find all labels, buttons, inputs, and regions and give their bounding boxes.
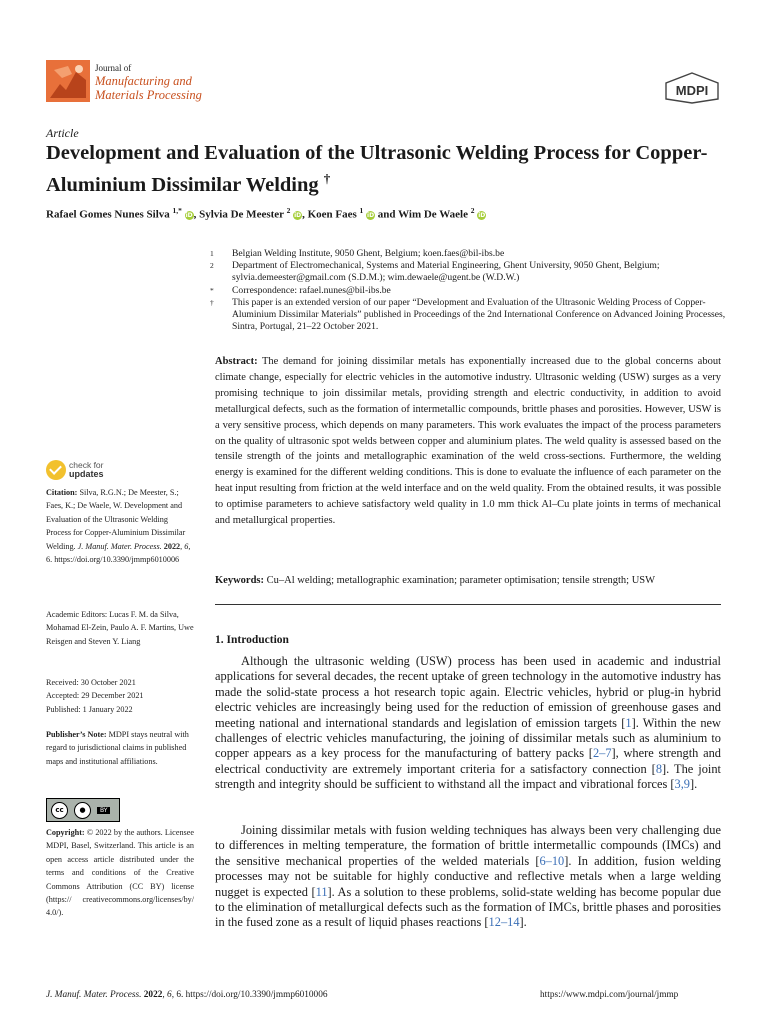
cc-by-label: BY (97, 807, 110, 814)
paragraph-text: ]. In addition, fusion welding processes may not be suitable for highly conductive and reflective metals when a large welding nugget is expected [ (215, 853, 721, 899)
published-date: Published: 1 January 2022 (46, 704, 133, 714)
citation-link[interactable]: 6–10 (539, 853, 565, 868)
affiliation-item (210, 260, 730, 284)
copyright-label: Copyright: (46, 828, 85, 837)
section-heading-introduction: 1. Introduction (215, 634, 289, 646)
intro-paragraph-2 (215, 823, 721, 931)
article-type: Article (46, 126, 79, 140)
paragraph-text: ]. As a solution to these problems, solid-state welding has become popular due to the elimination of metallurgical defects such as the formation of IMCs, brittle phases and porosities in the fused zone as a result of liquid phases reactions [ (215, 884, 721, 930)
affiliation-mark: * (210, 285, 214, 295)
publisher-note-text: MDPI stays neutral with regard to jurisdictional claims in published maps and institutional affiliations. (46, 730, 189, 766)
title-footnote-mark: † (323, 171, 331, 186)
orcid-icon[interactable]: iD (185, 211, 193, 219)
author-separator: and (375, 208, 399, 221)
citation-block: Citation: Silva, R.G.N.; De Meester, S.; Faes, K.; De Waele, W. Development and Evaluation of the Ultrasonic Welding Process for Copper-Aluminium Dissimilar Welding. J. Manuf. Mater. Process. 2022, 6, 6. https://doi.org/10.3390/jmmp6010006 (46, 488, 191, 565)
abstract-label: Abstract: (215, 356, 258, 367)
journal-prefix: Journal of (95, 63, 132, 73)
attribution-person-icon: ● (74, 802, 91, 819)
affiliation-item (210, 285, 730, 297)
affiliation-item (210, 297, 730, 334)
author-affiliation-mark: 1 (359, 206, 364, 215)
affiliation-mark: 2 (210, 261, 214, 271)
accepted-date: Accepted: 29 December 2021 (46, 691, 144, 701)
author-name: Sylvia De Meester (199, 208, 284, 221)
cc-icon: cc (51, 802, 68, 819)
keywords (215, 574, 721, 588)
orcid-icon[interactable]: iD (294, 211, 302, 219)
check-line2: updates (69, 469, 104, 479)
citation-journal: J. Manuf. Mater. Process. (77, 541, 162, 551)
citation-link[interactable]: 2–7 (592, 746, 612, 761)
journal-name (95, 62, 202, 102)
check-badge-icon (46, 460, 66, 480)
citation-label: Citation: (46, 488, 78, 497)
affiliation-text: Belgian Welding Institute, 9050 Ghent, Belgium; koen.faes@bil-ibs.be (232, 248, 505, 259)
cc-by-license-icon[interactable] (46, 798, 120, 822)
footer-journal: J. Manuf. Mater. Process. (46, 990, 142, 1000)
academic-editors: Academic Editors: Lucas F. M. da Silva, Mohamad El-Zein, Paulo A. F. Martins, Uwe Reisgen and Steven Y. Liang (46, 610, 194, 646)
citation-volume: 6 (184, 541, 189, 551)
journal-title-line2: Materials Processing (95, 87, 202, 102)
check-for-updates-label (69, 461, 104, 479)
keywords-text: Cu–Al welding; metallographic examination; parameter optimisation; tensile strength; USW (266, 575, 656, 586)
abstract (215, 354, 721, 529)
affiliation-mark: † (210, 297, 214, 307)
paragraph-text: Although the ultrasonic welding (USW) process has been used in academic and industrial applications for several decades, the recent uptake of green technology in the automotive industry has made the solid-state process a hot research topic again. Electric vehicles, hybrid or plug-in hybrid electric vehicles are increasingly being used for the reduction of emission of greenhouse gases and meeting national and international standards and legislation of emission targets [ (215, 654, 721, 730)
affiliation-text: This paper is an extended version of our paper “Development and Evaluation of the Ultrasonic Welding Process of Copper-Aluminium Dissimilar Materials” published in Proceedings of the 2nd International Conference on Advanced Joining Processes, Sintra, Portugal, 21–22 October 2021. (232, 296, 726, 333)
paragraph-text: ]. (519, 915, 527, 930)
check-for-updates-button[interactable] (46, 460, 104, 480)
received-date: Received: 30 October 2021 (46, 678, 136, 687)
author-separator: , (193, 208, 200, 221)
footer-volume: 6 (167, 990, 172, 1000)
author-list (46, 206, 486, 221)
citation-year: 2022 (163, 541, 181, 551)
affiliation-mark: 1 (210, 249, 214, 258)
section-divider (215, 604, 721, 605)
mdpi-logo-text: MDPI (675, 83, 709, 98)
orcid-icon[interactable]: iD (478, 211, 486, 219)
publication-dates (46, 676, 194, 716)
abstract-text: The demand for joining dissimilar metals has exponentially increased due to the global concerns about climate change, especially for electric vehicles in the automotive industry. Ultrasonic welding (USW) surges as a very promising technique to join dissimilar metals, providing strength and electric conductivity, in addition to avoid metallurgical defects, such as the formation of intermetallic compounds, brittle phases and porosities. However, USW is a very sensitive process, which depends on many parameters. This work evaluates the impact of the process parameters on the quality of ultrasonic spot welds between copper and aluminium plates. The weld quality is assessed based on the tensile strength of the joints and metallographic examination of the weld cross-sections. Furthermore, the welding energy is examined for the different welding conditions. This is done to evaluate the influence of each parameter on the heat input resulting from friction at the weld interface and on the weld quality. From the obtained results, it was possible to optimise parameters to achieve satisfactory weld quality in 1.0 mm thick Al–Cu plate joints in terms of mechanical and metallurgical properties. (215, 356, 721, 527)
footer-doi[interactable]: , 6. https://doi.org/10.3390/jmmp6010006 (171, 990, 328, 1000)
copyright-text: © 2022 by the authors. Licensee MDPI, Basel, Switzerland. This article is an open access article distributed under the terms and conditions of the Creative Commons Attribution (CC BY) license (https:// creativecommons.org/licenses/by/ 4.0/). (46, 828, 194, 918)
affiliation-item (210, 248, 730, 260)
paragraph-text: ]. The joint strength and integrity should be sufficient to withstand all the impact and vibrational forces [ (215, 761, 721, 792)
footer-citation: J. Manuf. Mater. Process. 2022, 6, 6. https://doi.org/10.3390/jmmp6010006 (46, 990, 328, 1000)
citation-link[interactable]: 12–14 (488, 915, 520, 930)
journal-logo-icon (46, 60, 90, 102)
check-line1: check for (69, 460, 104, 470)
citation-link[interactable]: 1 (625, 715, 632, 730)
citation-link[interactable]: 3,9 (674, 777, 690, 792)
affiliations (210, 248, 730, 333)
publisher-note-label: Publisher’s Note: (46, 730, 107, 739)
paper-title-text: Development and Evaluation of the Ultrasonic Welding Process for Copper-Aluminium Dissimilar Welding (46, 142, 708, 196)
mdpi-logo (664, 72, 720, 109)
author-name: Koen Faes (307, 208, 357, 221)
author-separator: , (302, 208, 308, 221)
paragraph-text: ]. (690, 777, 698, 792)
publisher-note (46, 728, 194, 768)
author-affiliation-mark: 2 (286, 206, 291, 215)
citation-doi[interactable]: , 6. https://doi.org/10.3390/jmmp6010006 (46, 541, 191, 565)
citation-link[interactable]: 11 (315, 884, 328, 899)
author-affiliation-mark: 1,* (172, 206, 182, 215)
keywords-label: Keywords: (215, 575, 264, 586)
paragraph-text: ], where strength and electrical conductivity are extremely important criteria for a satisfactory connection [ (215, 746, 721, 776)
footer-year: 2022 (143, 990, 163, 1000)
citation-link[interactable]: 8 (655, 761, 663, 776)
footer-journal-url[interactable]: https://www.mdpi.com/journal/jmmp (540, 990, 679, 1000)
affiliation-text: Department of Electromechanical, Systems and Material Engineering, Ghent University, 9050 Ghent, Belgium; sylvia.demeester@gmail.com (S.D.M.); wim.dewaele@ugent.be (W.D.W.) (232, 260, 660, 284)
author-name: Rafael Gomes Nunes Silva (46, 208, 170, 221)
paragraph-text: ]. Within the new challenges of electric vehicles manufacturing, the joining of dissimilar metals such as aluminium to copper appears as a key process for the manufacturing of battery packs [ (215, 715, 721, 761)
paper-title (46, 141, 736, 198)
intro-paragraph-1 (215, 654, 721, 793)
orcid-icon[interactable]: iD (367, 211, 375, 219)
author-name: Wim De Waele (398, 208, 468, 221)
author-affiliation-mark: 2 (470, 206, 475, 215)
copyright-block (46, 826, 194, 920)
citation-text: Silva, R.G.N.; De Meester, S.; Faes, K.; De Waele, W. Development and Evaluation of the Ultrasonic Welding Process for Copper-Aluminium Dissimilar Welding. (46, 488, 186, 551)
journal-title-line1: Manufacturing and (95, 74, 192, 88)
affiliation-text: Correspondence: rafael.nunes@bil-ibs.be (232, 284, 391, 296)
paragraph-text: Joining dissimilar metals with fusion welding techniques has always been very challenging due to differences in melting temperature, the formation of brittle intermetallic compounds (IMCs) and the sensitive mechanical properties of the welded materials [ (215, 823, 721, 868)
